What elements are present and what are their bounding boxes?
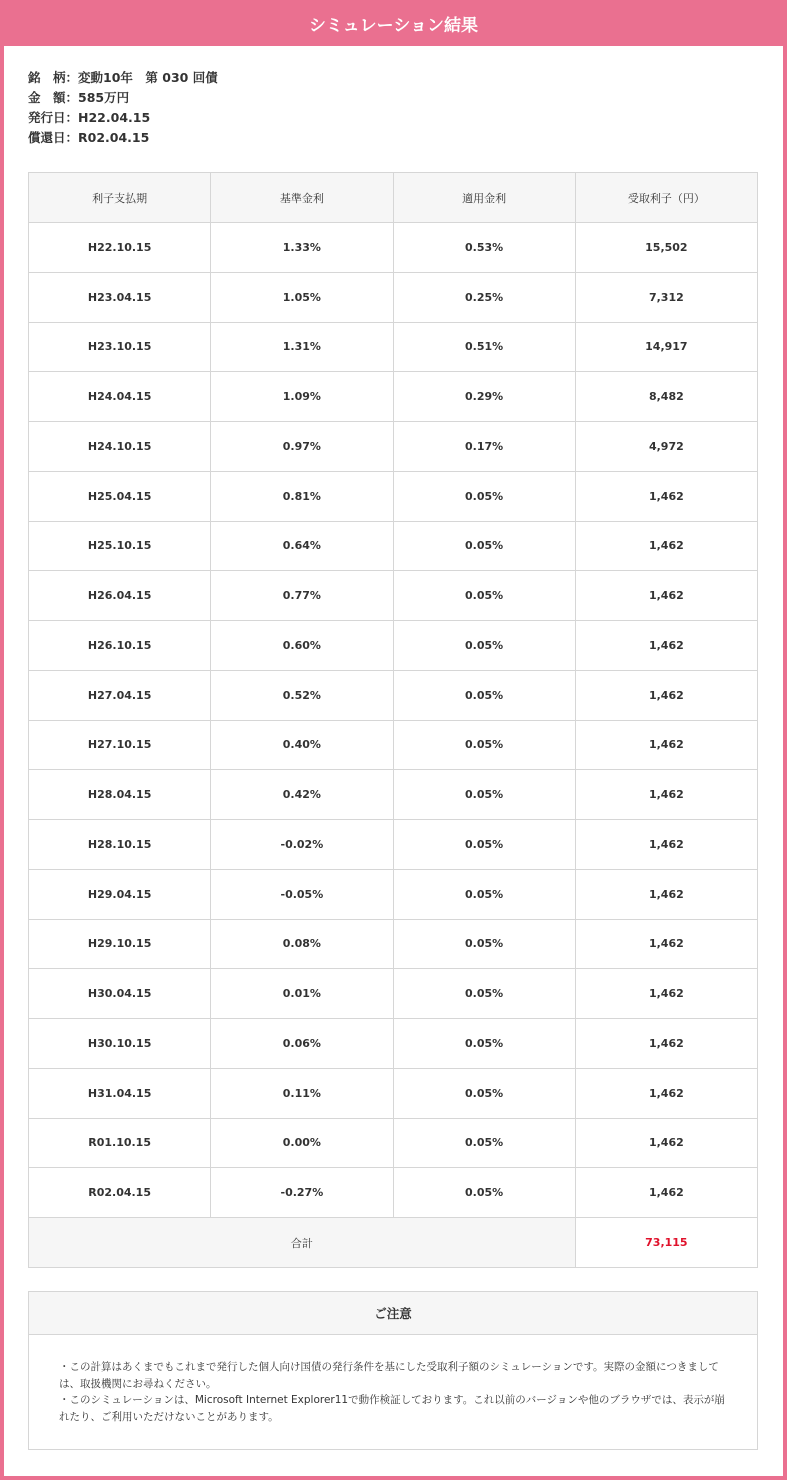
applied-rate-cell: 0.05% [393, 869, 575, 919]
payment-date-cell: H23.10.15 [29, 322, 211, 372]
column-header-base-rate: 基準金利 [211, 173, 393, 223]
base-rate-cell: 0.06% [211, 1019, 393, 1069]
column-header-interest-received: 受取利子（円） [575, 173, 757, 223]
table-row [29, 1118, 758, 1168]
base-rate-cell: 1.33% [211, 223, 393, 273]
payment-date-cell: H26.04.15 [29, 571, 211, 621]
applied-rate-cell: 0.05% [393, 571, 575, 621]
base-rate-cell: 0.52% [211, 670, 393, 720]
table-row [29, 1068, 758, 1118]
applied-rate-cell: 0.05% [393, 919, 575, 969]
table-row [29, 969, 758, 1019]
base-rate-cell: 0.97% [211, 422, 393, 472]
notice-body [29, 1335, 757, 1425]
base-rate-cell: 0.64% [211, 521, 393, 571]
column-header-payment-date: 利子支払期 [29, 173, 211, 223]
applied-rate-cell: 0.05% [393, 1068, 575, 1118]
total-row [29, 1218, 758, 1268]
applied-rate-cell: 0.05% [393, 521, 575, 571]
issue-date-label: 発行日： [28, 110, 79, 125]
interest-received-cell: 1,462 [575, 919, 757, 969]
payment-date-cell: H23.04.15 [29, 272, 211, 322]
payment-date-cell: H29.04.15 [29, 869, 211, 919]
interest-received-cell: 7,312 [575, 272, 757, 322]
interest-received-cell: 1,462 [575, 571, 757, 621]
table-row [29, 471, 758, 521]
table-row [29, 770, 758, 820]
interest-received-cell: 1,462 [575, 621, 757, 671]
table-row [29, 919, 758, 969]
table-header-row [29, 173, 758, 223]
payment-date-cell: R01.10.15 [29, 1118, 211, 1168]
table-row [29, 1019, 758, 1069]
interest-received-cell: 1,462 [575, 1118, 757, 1168]
payment-date-cell: H30.10.15 [29, 1019, 211, 1069]
applied-rate-cell: 0.05% [393, 471, 575, 521]
table-row [29, 820, 758, 870]
applied-rate-cell: 0.05% [393, 969, 575, 1019]
payment-date-cell: H24.10.15 [29, 422, 211, 472]
applied-rate-cell: 0.05% [393, 820, 575, 870]
applied-rate-cell: 0.25% [393, 272, 575, 322]
base-rate-cell: 0.01% [211, 969, 393, 1019]
bond-brand-label: 銘 柄： [28, 70, 79, 85]
base-rate-cell: 0.81% [211, 471, 393, 521]
applied-rate-cell: 0.05% [393, 670, 575, 720]
applied-rate-cell: 0.05% [393, 621, 575, 671]
bond-brand-value: 変動10年 第 030 回債 [78, 70, 218, 85]
bond-amount-value: 585万円 [78, 90, 130, 105]
base-rate-cell: 0.77% [211, 571, 393, 621]
applied-rate-cell: 0.05% [393, 1118, 575, 1168]
base-rate-cell: -0.05% [211, 869, 393, 919]
base-rate-cell: 0.00% [211, 1118, 393, 1168]
payment-date-cell: H27.04.15 [29, 670, 211, 720]
base-rate-cell: 0.40% [211, 720, 393, 770]
applied-rate-cell: 0.05% [393, 1168, 575, 1218]
payment-date-cell: H28.04.15 [29, 770, 211, 820]
interest-received-cell: 8,482 [575, 372, 757, 422]
base-rate-cell: 0.08% [211, 919, 393, 969]
interest-received-cell: 1,462 [575, 770, 757, 820]
base-rate-cell: -0.02% [211, 820, 393, 870]
base-rate-cell: -0.27% [211, 1168, 393, 1218]
page-title: シミュレーション結果 [4, 0, 783, 46]
interest-received-cell: 1,462 [575, 820, 757, 870]
base-rate-cell: 0.60% [211, 621, 393, 671]
table-row [29, 272, 758, 322]
table-row [29, 372, 758, 422]
interest-received-cell: 1,462 [575, 969, 757, 1019]
applied-rate-cell: 0.17% [393, 422, 575, 472]
redemption-date-label: 償還日： [28, 130, 79, 145]
interest-received-cell: 4,972 [575, 422, 757, 472]
table-row [29, 1168, 758, 1218]
table-row [29, 720, 758, 770]
table-row [29, 621, 758, 671]
applied-rate-cell: 0.29% [393, 372, 575, 422]
base-rate-cell: 1.09% [211, 372, 393, 422]
interest-received-cell: 15,502 [575, 223, 757, 273]
interest-received-cell: 1,462 [575, 1068, 757, 1118]
table-row [29, 869, 758, 919]
payment-date-cell: H31.04.15 [29, 1068, 211, 1118]
applied-rate-cell: 0.51% [393, 322, 575, 372]
payment-date-cell: H28.10.15 [29, 820, 211, 870]
table-row [29, 571, 758, 621]
redemption-date-value: R02.04.15 [78, 130, 150, 145]
column-header-applied-rate: 適用金利 [393, 173, 575, 223]
notice-text: ・このシミュレーションは、Microsoft Internet Explorer11で動作検証しております。これ以前のバージョンや他のブラウザでは、表示が崩れたり、ご利用いただけないことがあります。 [59, 1394, 725, 1423]
total-label: 合計 [29, 1218, 576, 1268]
bond-amount-label: 金 額： [28, 90, 79, 105]
table-row [29, 521, 758, 571]
table-row [29, 422, 758, 472]
payment-date-cell: H25.10.15 [29, 521, 211, 571]
redemption-date-row [28, 128, 218, 148]
table-row [29, 670, 758, 720]
issue-date-row [28, 108, 218, 128]
applied-rate-cell: 0.05% [393, 770, 575, 820]
applied-rate-cell: 0.53% [393, 223, 575, 273]
interest-received-cell: 1,462 [575, 670, 757, 720]
issue-date-value: H22.04.15 [78, 110, 151, 125]
interest-received-cell: 1,462 [575, 471, 757, 521]
payment-date-cell: H30.04.15 [29, 969, 211, 1019]
payment-date-cell: H26.10.15 [29, 621, 211, 671]
interest-received-cell: 1,462 [575, 1019, 757, 1069]
base-rate-cell: 0.42% [211, 770, 393, 820]
bond-amount-row [28, 88, 218, 108]
base-rate-cell: 0.11% [211, 1068, 393, 1118]
interest-table [28, 172, 758, 1268]
interest-received-cell: 1,462 [575, 869, 757, 919]
table-row [29, 223, 758, 273]
applied-rate-cell: 0.05% [393, 720, 575, 770]
base-rate-cell: 1.31% [211, 322, 393, 372]
interest-received-cell: 1,462 [575, 521, 757, 571]
interest-received-cell: 1,462 [575, 1168, 757, 1218]
bond-brand-row [28, 68, 218, 88]
bond-info [28, 68, 218, 148]
interest-received-cell: 14,917 [575, 322, 757, 372]
base-rate-cell: 1.05% [211, 272, 393, 322]
total-value: 73,115 [575, 1218, 757, 1268]
notice-title: ご注意 [29, 1292, 757, 1335]
payment-date-cell: H24.04.15 [29, 372, 211, 422]
notice-box [28, 1291, 758, 1450]
payment-date-cell: H22.10.15 [29, 223, 211, 273]
payment-date-cell: H27.10.15 [29, 720, 211, 770]
applied-rate-cell: 0.05% [393, 1019, 575, 1069]
payment-date-cell: H25.04.15 [29, 471, 211, 521]
payment-date-cell: R02.04.15 [29, 1168, 211, 1218]
table-row [29, 322, 758, 372]
payment-date-cell: H29.10.15 [29, 919, 211, 969]
interest-received-cell: 1,462 [575, 720, 757, 770]
notice-text: ・この計算はあくまでもこれまで発行した個人向け国債の発行条件を基にした受取利子額のシミュレーションです。実際の金額につきましては、取扱機関にお尋ねください。 [59, 1361, 719, 1390]
